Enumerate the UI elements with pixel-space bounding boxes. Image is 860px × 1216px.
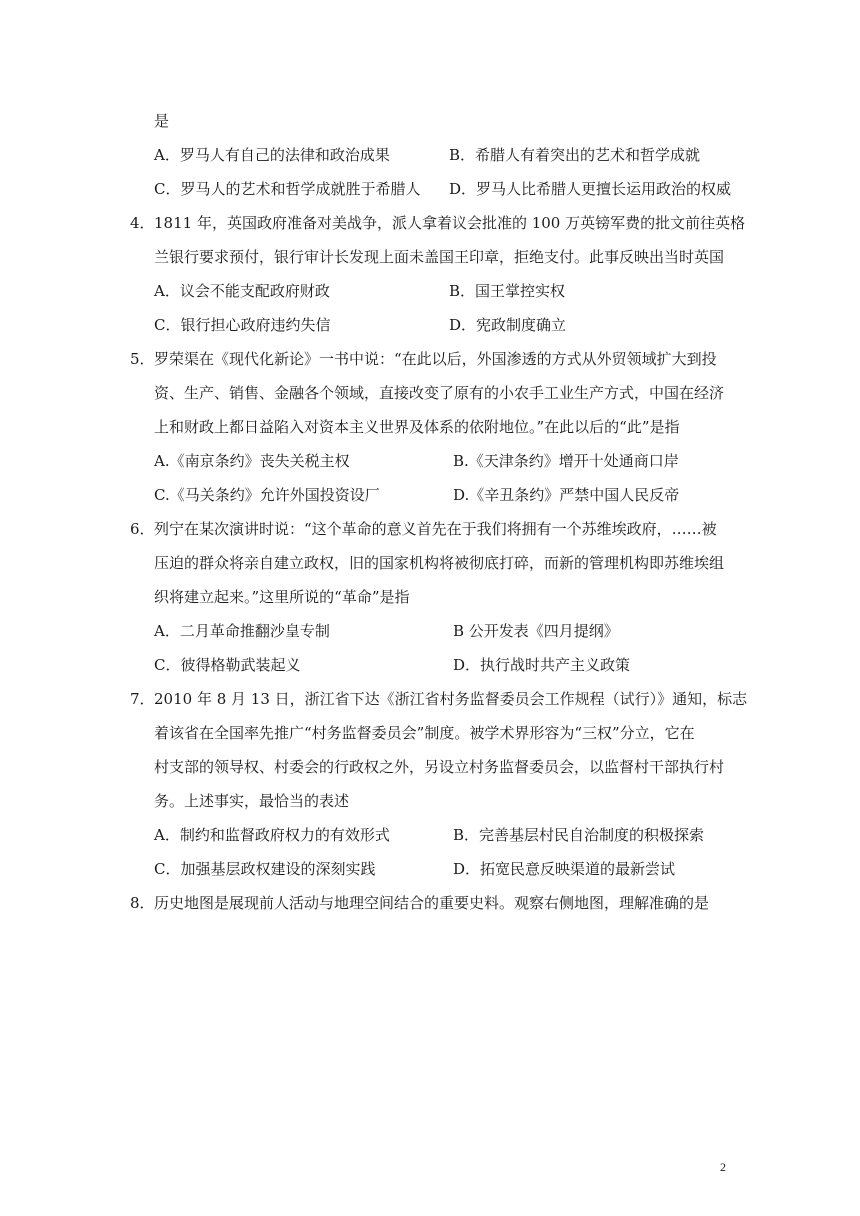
q5-option-a: A.《南京条约》丧失关税主权 (154, 452, 350, 470)
q6-stem-line: 列宁在某次演讲时说：“这个革命的意义首先在于我们将拥有一个苏维埃政府，……被 (154, 520, 717, 538)
q4-stem-line: 1811 年，英国政府准备对美战争，派人拿着议会批准的 100 万英镑军费的批文前往英格 (154, 214, 746, 232)
q7-option-c: C．加强基层政权建设的深刻实践 (154, 860, 376, 878)
q6-number: 6． (130, 520, 155, 538)
q4-option-c: C．银行担心政府违约失信 (154, 316, 331, 334)
q6-stem-line: 压迫的群众将亲自建立政权，旧的国家机构将被彻底打碎，而新的管理机构即苏维埃组 (154, 554, 725, 572)
q7-stem-line: 2010 年 8 月 13 日，浙江省下达《浙江省村务监督委员会工作规程（试行）》通知，标志 (154, 690, 748, 708)
q8-stem-line: 历史地图是展现前人活动与地理空间结合的重要史料。观察右侧地图，理解准确的是 (154, 894, 710, 912)
q5-option-b: B.《天津条约》增开十处通商口岸 (453, 452, 679, 470)
q7-option-a: A．制约和监督政府权力的有效形式 (154, 826, 390, 844)
q3-option-b: B．希腊人有着突出的艺术和哲学成就 (449, 146, 701, 164)
q3-option-a: A．罗马人有自己的法律和政治成果 (154, 146, 390, 164)
q5-option-c: C.《马关条约》允许外国投资设厂 (154, 486, 380, 504)
q4-option-a: A．议会不能支配政府财政 (154, 282, 330, 300)
q6-option-a: A．二月革命推翻沙皇专制 (154, 622, 330, 640)
q7-stem-line: 着该省在全国率先推广“村务监督委员会”制度。被学术界形容为“三权”分立，它在 (154, 724, 695, 742)
q4-number: 4． (130, 214, 155, 232)
page-number: 2 (720, 1160, 726, 1174)
q5-stem-line: 罗荣渠在《现代化新论》一书中说：“在此以后，外国渗透的方式从外贸领域扩大到投 (154, 350, 717, 368)
q5-option-d: D.《辛丑条约》严禁中国人民反帝 (453, 486, 680, 504)
q5-stem-line: 资、生产、销售、金融各个领域，直接改变了原有的小农手工业生产方式，中国在经济 (154, 384, 725, 402)
q6-option-b: B 公开发表《四月提纲》 (453, 622, 619, 640)
q3-option-c: C．罗马人的艺术和哲学成就胜于希腊人 (154, 180, 421, 198)
q3-option-d: D．罗马人比希腊人更擅长运用政治的权威 (449, 180, 732, 198)
q5-number: 5． (130, 350, 155, 368)
q6-option-c: C．彼得格勒武装起义 (154, 656, 301, 674)
q7-option-d: D．拓宽民意反映渠道的最新尝试 (453, 860, 676, 878)
q3-tail: 是 (154, 112, 170, 130)
q8-number: 8． (130, 894, 155, 912)
q4-option-b: B．国王掌控实权 (449, 282, 566, 300)
q6-stem-line: 织将建立起来。”这里所说的“革命”是指 (154, 588, 410, 606)
q4-stem-line: 兰银行要求预付，银行审计长发现上面未盖国王印章，拒绝支付。此事反映出当时英国 (154, 248, 725, 266)
q7-stem-line: 务。上述事实，最恰当的表述 (154, 792, 350, 810)
q6-option-d: D．执行战时共产主义政策 (453, 656, 631, 674)
q7-number: 7． (130, 690, 155, 708)
q7-stem-line: 村支部的领导权、村委会的行政权之外，另设立村务监督委员会，以监督村干部执行村 (154, 758, 725, 776)
q4-option-d: D．宪政制度确立 (449, 316, 567, 334)
q7-option-b: B．完善基层村民自治制度的积极探索 (453, 826, 705, 844)
q5-stem-line: 上和财政上都日益陷入对资本主义世界及体系的依附地位。”在此以后的“此”是指 (154, 418, 680, 436)
